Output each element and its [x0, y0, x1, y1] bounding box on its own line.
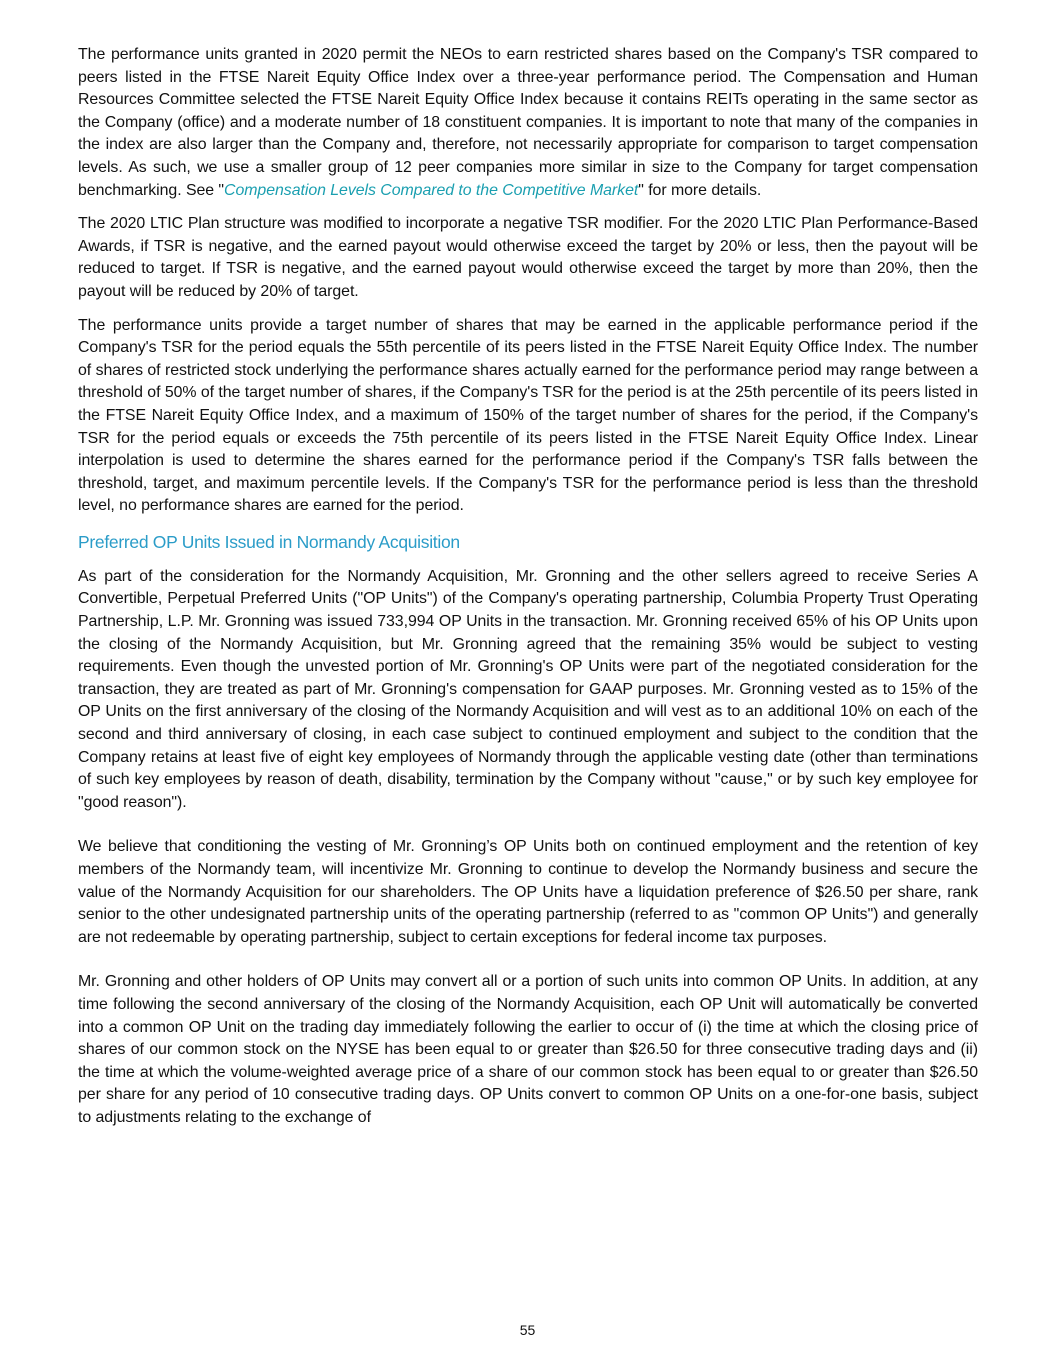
paragraph-target-shares: The performance units provide a target number of shares that may be earned in the applicable performance period if the Company's TSR for the period equals the 55th percentile of its peers listed in the FTSE Nareit Equity Office Index. The number of shares of restricted stock underlying the performance shares actually earned for the performance period may range between a threshold of 50% of the target number of shares, if the Company's TSR for the period is at the 25th percentile of its peers listed in the FTSE Nareit Equity Office Index, and a maximum of 150% of the target number of shares for the period, if the Company's TSR for the period equals or exceeds the 75th percentile of its peers listed in the FTSE Nareit Equity Office Index. Linear interpolation is used to determine the shares earned for the performance period if the Company's TSR falls between the threshold, target, and maximum percentile levels. If the Company's TSR for the performance period is less than the threshold level, no performance shares are earned for the period.: [78, 316, 978, 515]
compensation-levels-link[interactable]: Compensation Levels Compared to the Competitive Market: [224, 181, 639, 199]
paragraph-op-unit-conversion: Mr. Gronning and other holders of OP Units may convert all or a portion of such units into common OP Units. In addition, at any time following the second anniversary of the closing of the Normandy Acquisition, each OP Unit will automatically be converted into a common OP Unit on the trading day immediately following the earlier to occur of (i) the time at which the closing price of shares of our common stock on the NYSE has been equal to or greater than $26.50 for three consecutive trading days and (ii) the time at which the volume-weighted average price of a share of our common stock has been equal to or greater than $26.50 per share for any period of 10 consecutive trading days. OP Units convert to common OP Units on a one-for-one basis, subject to adjustments relating to the exchange of: [78, 973, 978, 1126]
paragraph-text: " for more details.: [638, 181, 762, 199]
page-number: 55: [519, 1322, 536, 1338]
paragraph-performance-units-2020: [78, 44, 978, 202]
paragraph-text: The performance units granted in 2020 permit the NEOs to earn restricted shares based on the Company's TSR compared to peers listed in the FTSE Nareit Equity Office Index over a three-year performance period. The Compensation and Human Resources Committee selected the FTSE Nareit Equity Office Index because it contains REITs operating in the same sector as the Company (office) and a moderate number of 18 constituent companies. It is important to note that many of the companies in the index are also larger than the Company and, therefore, not necessarily appropriate for comparison to target compensation levels. As such, we use a smaller group of 12 peer companies more similar in size to the Company for target compensation benchmarking. See ": [78, 46, 978, 199]
paragraph-ltic-plan-structure: The 2020 LTIC Plan structure was modified to incorporate a negative TSR modifier. For the 2020 LTIC Plan Performance-Based Awards, if TSR is negative, and the earned payout would otherwise exceed the target by 20% or less, then the payout will be reduced to target. If TSR is negative, and the earned payout would otherwise exceed the target by more than 20%, then the payout will be reduced by 20% of target.: [78, 215, 978, 300]
document-page: [78, 44, 978, 1141]
paragraph-vesting-rationale: We believe that conditioning the vesting of Mr. Gronning’s OP Units both on continued employment and the retention of key members of the Normandy team, will incentivize Mr. Gronning to continue to develop the Normandy business and secure the value of the Normandy Acquisition for our shareholders. The OP Units have a liquidation preference of $26.50 per share, rank senior to the other undesignated partnership units of the operating partnership (referred to as "common OP Units") and generally are not redeemable by operating partnership, subject to certain exceptions for federal income tax purposes.: [78, 838, 978, 946]
paragraph-normandy-consideration: As part of the consideration for the Normandy Acquisition, Mr. Gronning and the other sellers agreed to receive Series A Convertible, Perpetual Preferred Units ("OP Units") of the Company's operating partnership, Columbia Property Trust Operating Partnership, L.P. Mr. Gronning was issued 733,994 OP Units in the transaction. Mr. Gronning received 65% of his OP Units upon the closing of the Normandy Acquisition, but Mr. Gronning agreed that the remaining 35% would be subject to vesting requirements. Even though the unvested portion of Mr. Gronning's OP Units were part of the negotiated consideration for the transaction, they are treated as part of Mr. Gronning's compensation for GAAP purposes. Mr. Gronning vested as to 15% of the OP Units on the first anniversary of the closing of the Normandy Acquisition and will vest as to an additional 10% on each of the second and third anniversary of closing, in each case subject to continued employment and subject to the condition that the Company retains at least five of eight key employees of Normandy through the applicable vesting date (other than terminations of such key employees by reason of death, disability, termination by the Company without "cause," or by such key employee for "good reason").: [78, 567, 978, 811]
section-heading-preferred-op-units: Preferred OP Units Issued in Normandy Acquisition: [78, 531, 460, 552]
